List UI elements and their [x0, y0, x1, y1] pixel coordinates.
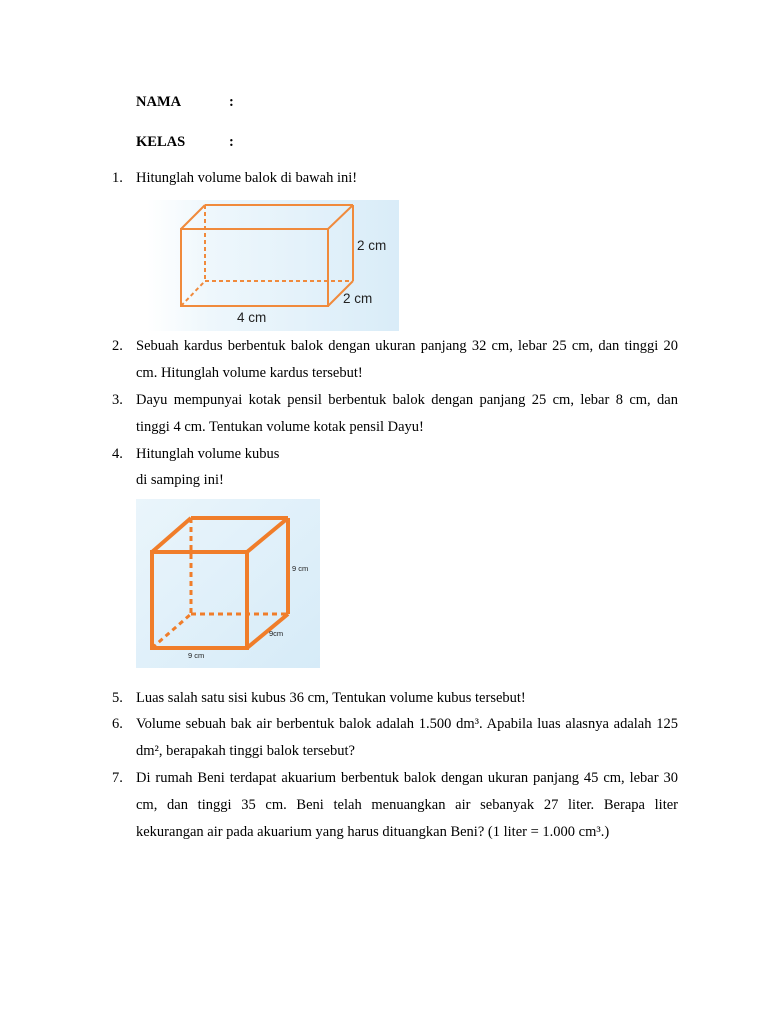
question-6-line-2: dm², berapakah tinggi balok tersebut? — [136, 743, 355, 759]
question-7-line-1: Di rumah Beni terdapat akuarium berbentuk balok dengan ukuran panjang 45 cm, lebar 30 — [136, 770, 678, 786]
question-1-text: Hitunglah volume balok di bawah ini! — [136, 170, 358, 186]
question-4-number: 4. — [112, 446, 123, 462]
question-4-line-1: Hitunglah volume kubus — [136, 446, 280, 462]
cube-background — [136, 499, 320, 668]
cuboid-background — [147, 200, 399, 331]
question-2-line-2: cm. Hitunglah volume kardus tersebut! — [136, 365, 363, 381]
question-3-line-2: tinggi 4 cm. Tentukan volume kotak pensil Dayu! — [136, 419, 424, 435]
cube-height-label: 9 cm — [292, 564, 309, 573]
cuboid-length-label: 4 cm — [237, 310, 267, 325]
question-3-number: 3. — [112, 392, 123, 408]
question-1-number: 1. — [112, 170, 123, 186]
cuboid-height-label: 2 cm — [357, 238, 387, 253]
question-2-line-1: Sebuah kardus berbentuk balok dengan ukuran panjang 32 cm, lebar 25 cm, dan tinggi 20 — [136, 338, 678, 354]
question-5-text: Luas salah satu sisi kubus 36 cm, Tentukan volume kubus tersebut! — [136, 690, 526, 706]
class-colon: : — [229, 134, 234, 150]
question-2-number: 2. — [112, 338, 123, 354]
question-7-line-2: cm, dan tinggi 35 cm. Beni telah menuangkan air sebanyak 27 liter. Berapa liter — [136, 797, 678, 813]
question-6-number: 6. — [112, 716, 123, 732]
name-colon: : — [229, 94, 234, 110]
question-7-line-3: kekurangan air pada akuarium yang harus dituangkan Beni? (1 liter = 1.000 cm³.) — [136, 824, 610, 840]
class-label: KELAS — [136, 134, 186, 150]
question-5-number: 5. — [112, 690, 123, 706]
cube-figure — [136, 499, 320, 668]
question-3-line-1: Dayu mempunyai kotak pensil berbentuk balok dengan panjang 25 cm, lebar 8 cm, dan — [136, 392, 678, 408]
question-7-number: 7. — [112, 770, 123, 786]
name-label: NAMA — [136, 94, 182, 110]
cuboid-figure — [147, 200, 399, 331]
cuboid-width-label: 2 cm — [343, 291, 373, 306]
cube-length-label: 9 cm — [188, 651, 205, 660]
question-4-line-2: di samping ini! — [136, 472, 224, 488]
question-6-line-1: Volume sebuah bak air berbentuk balok adalah 1.500 dm³. Apabila luas alasnya adalah 125 — [136, 716, 678, 732]
cube-depth-label: 9cm — [269, 629, 284, 638]
